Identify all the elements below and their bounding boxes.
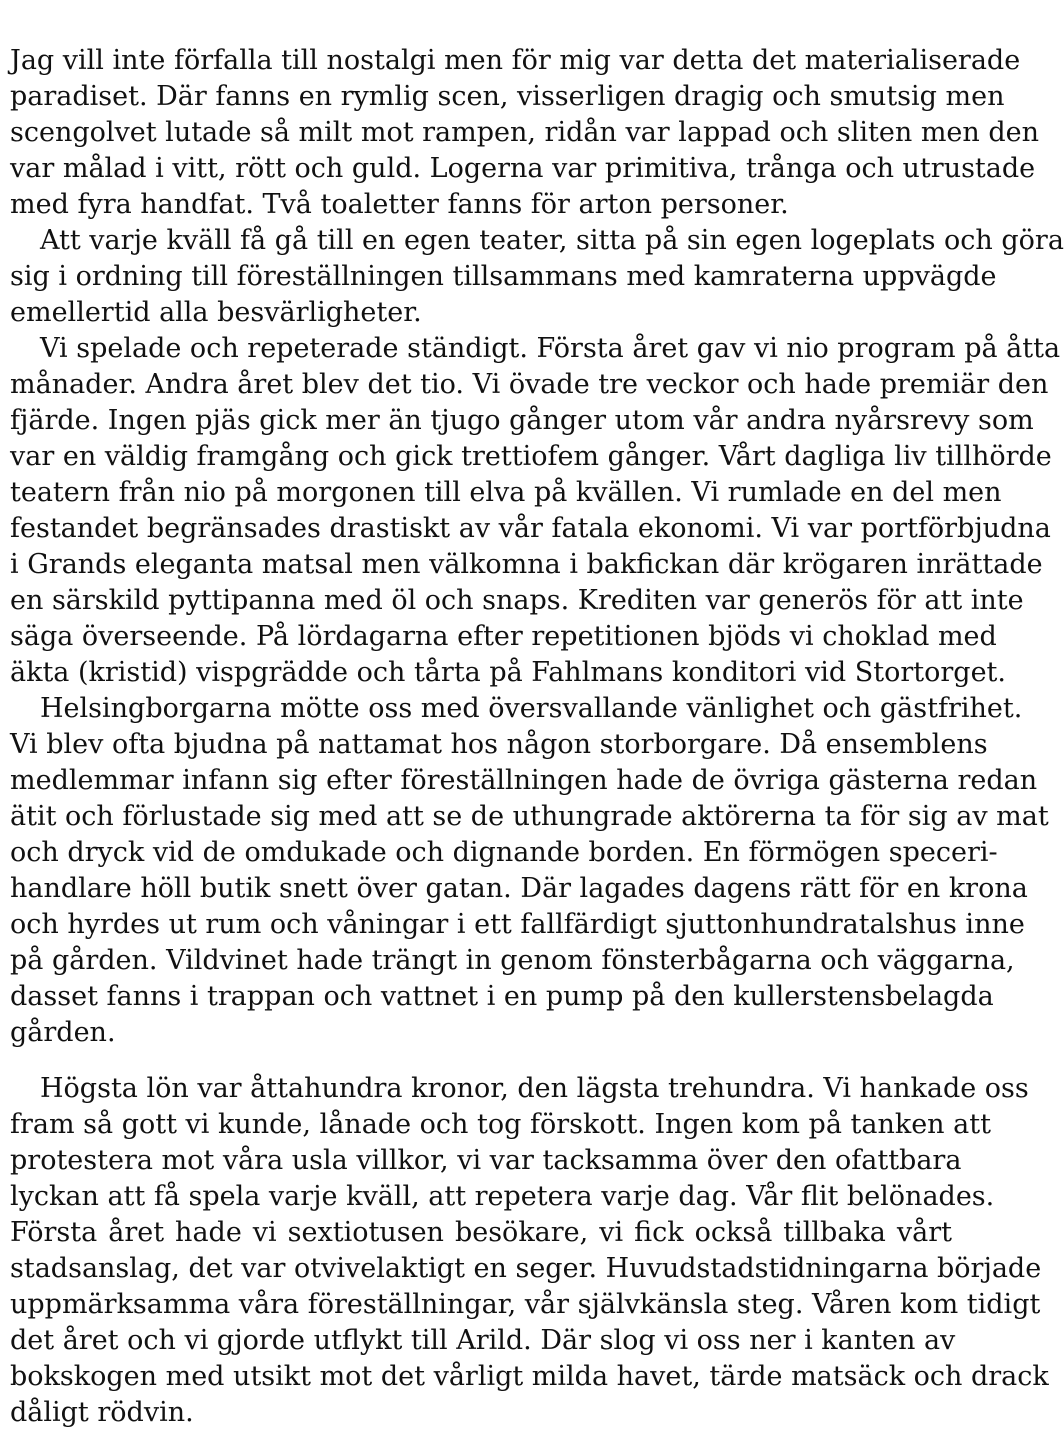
- text-line: teatern från nio på morgonen till elva på kvällen. Vi rumlade en del men: [10, 477, 1002, 508]
- text-line: i Grands eleganta matsal men välkomna i bakfickan där krögaren inrättade: [10, 549, 1043, 580]
- text-line: en särskild pyttipanna med öl och snaps. Krediten var generös för att inte: [10, 585, 1024, 616]
- text-line: det året och vi gjorde utflykt till Arild. Där slog vi oss ner i kanten av: [10, 1325, 956, 1356]
- text-line: uppmärksamma våra föreställningar, vår självkänsla steg. Våren kom tidigt: [10, 1289, 1041, 1320]
- text-line: sig i ordning till föreställningen tillsammans med kamraterna uppvägde: [10, 261, 997, 292]
- text-line: säga överseende. På lördagarna efter repetitionen bjöds vi choklad med: [10, 621, 997, 652]
- text-line: med fyra handfat. Två toaletter fanns för arton personer.: [10, 189, 789, 220]
- text-line: scengolvet lutade så milt mot rampen, ridån var lappad och sliten men den: [10, 117, 1040, 148]
- text-line: var målad i vitt, rött och guld. Logerna var primitiva, trånga och utrustade: [10, 153, 1036, 184]
- text-line: festandet begränsades drastiskt av vår fatala ekonomi. Vi var portförbjudna: [10, 513, 1051, 544]
- text-line: lyckan att få spela varje kväll, att repetera varje dag. Vår flit belönades.: [10, 1181, 995, 1212]
- text-line: medlemmar infann sig efter föreställningen hade de övriga gästerna redan: [10, 765, 1038, 796]
- text-line: paradiset. Där fanns en rymlig scen, visserligen dragig och smutsig men: [10, 81, 1005, 112]
- text-line: fjärde. Ingen pjäs gick mer än tjugo gånger utom vår andra nyårsrevy som: [10, 405, 1034, 436]
- text-line: fram så gott vi kunde, lånade och tog förskott. Ingen kom på tanken att: [10, 1109, 991, 1140]
- text-line: dasset fanns i trappan och vattnet i en pump på den kullerstensbelagda: [10, 981, 994, 1012]
- text-line: Helsingborgarna mötte oss med översvallande vänlighet och gästfrihet.: [40, 693, 1023, 724]
- text-line: gården.: [10, 1017, 116, 1048]
- text-line: äkta (kristid) vispgrädde och tårta på Fahlmans konditori vid Stortorget.: [10, 657, 1006, 688]
- text-line: månader. Andra året blev det tio. Vi övade tre veckor och hade premiär den: [10, 369, 1049, 400]
- text-line: Högsta lön var åttahundra kronor, den lägsta trehundra. Vi hankade oss: [40, 1073, 1029, 1104]
- text-line: Jag vill inte förfalla till nostalgi men för mig var detta det materialiserade: [10, 45, 1021, 76]
- text-line: Första året hade vi sextiotusen besökare, vi fick också tillbaka vårt: [10, 1217, 952, 1248]
- text-line: ätit och förlustade sig med att se de uthungrade aktörerna ta för sig av mat: [10, 801, 1049, 832]
- text-line: bokskogen med utsikt mot det vårligt milda havet, tärde matsäck och drack: [10, 1361, 1049, 1392]
- text-line: på gården. Vildvinet hade trängt in genom fönsterbågarna och väggarna,: [10, 945, 1015, 976]
- text-line: var en väldig framgång och gick trettiofem gånger. Vårt dagliga liv tillhörde: [10, 441, 1052, 472]
- text-line: handlare höll butik snett över gatan. Där lagades dagens rätt för en krona: [10, 873, 1028, 904]
- text-line: och dryck vid de omdukade och dignande borden. En förmögen speceri-: [10, 837, 998, 868]
- text-line: protestera mot våra usla villkor, vi var tacksamma över den ofattbara: [10, 1145, 962, 1176]
- text-line: stadsanslag, det var otvivelaktigt en seger. Huvudstadstidningarna började: [10, 1253, 1042, 1284]
- text-line: och hyrdes ut rum och våningar i ett fallfärdigt sjuttonhundratalshus inne: [10, 909, 1025, 940]
- text-line: Vi spelade och repeterade ständigt. Första året gav vi nio program på åtta: [40, 333, 1061, 364]
- text-line: emellertid alla besvärligheter.: [10, 297, 422, 328]
- text-line: Vi blev ofta bjudna på nattamat hos någon storborgare. Då ensemblens: [10, 729, 988, 760]
- text-line: dåligt rödvin.: [10, 1397, 194, 1428]
- text-line: Att varje kväll få gå till en egen teater, sitta på sin egen logeplats och göra: [40, 225, 1064, 256]
